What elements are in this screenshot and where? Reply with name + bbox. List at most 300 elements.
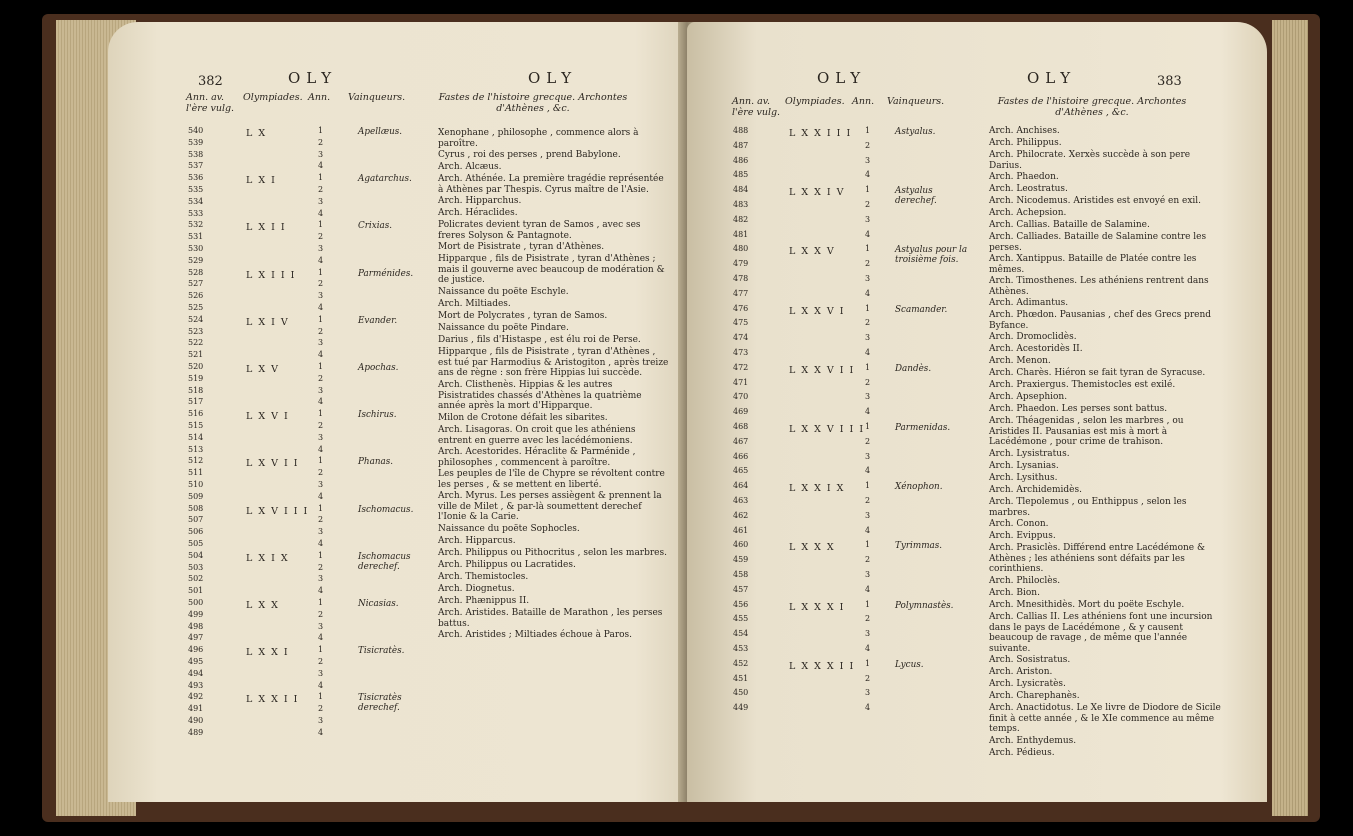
year-cell: 466 xyxy=(733,451,749,461)
ann-cell: 1 xyxy=(865,658,871,668)
year-cell: 492 xyxy=(188,692,204,702)
olympiad-cell: L X X I X xyxy=(789,483,845,495)
year-cell: 494 xyxy=(188,668,204,678)
ann-cell: 2 xyxy=(318,609,324,619)
victor-cell: Tyrimmas. xyxy=(895,541,943,552)
ann-cell: 3 xyxy=(318,668,324,678)
page-number: 382 xyxy=(198,74,223,89)
ann-cell: 1 xyxy=(318,362,324,371)
year-cell: 485 xyxy=(733,170,749,180)
event-entry: Arch. Clisthenès. Hippias & les autres Pisistratides chassés d'Athènes la quatrième année après la mort d'Hipparque. xyxy=(438,380,642,411)
ann-cell: 2 xyxy=(865,496,871,505)
ann-cell: 3 xyxy=(865,510,871,520)
event-entry: Arch. Philocrate. Xerxès succède à son pere Darius. xyxy=(989,150,1191,171)
ann-cell: 1 xyxy=(865,185,871,195)
year-cell: 469 xyxy=(733,407,749,417)
victor-cell: Scamander. xyxy=(895,304,948,315)
event-entry: Milon de Crotone défait les sibarites. xyxy=(438,413,608,423)
ann-cell: 4 xyxy=(865,525,871,535)
ann-cell: 4 xyxy=(318,444,324,454)
event-entry: Arch. Ariston. xyxy=(989,667,1053,677)
right-page-edges xyxy=(1272,20,1308,816)
year-cell: 533 xyxy=(188,208,204,218)
year-cell: 459 xyxy=(733,555,749,565)
year-cell: 456 xyxy=(733,599,749,609)
event-entry: Xenophane , philosophe , commence alors à paroître. xyxy=(438,128,639,149)
ann-cell: 4 xyxy=(865,229,871,239)
event-entry: Arch. Miltiades. xyxy=(438,299,511,309)
event-entry: Arch. Anchises. xyxy=(989,126,1060,136)
year-cell: 483 xyxy=(733,200,749,209)
event-entry: Arch. Menon. xyxy=(989,356,1051,366)
victor-cell: Astyalus. xyxy=(895,127,936,137)
event-entry: Arch. Timosthenes. Les athéniens rentrent dans Athènes. xyxy=(989,276,1209,297)
open-book xyxy=(42,14,1320,822)
olympiad-cell: L X V xyxy=(246,364,280,375)
event-entry: Arch. Lysithus. xyxy=(989,473,1058,483)
ann-cell: 1 xyxy=(318,645,324,655)
olympiad-cell: L X X I I I xyxy=(789,128,852,139)
victor-cell: Phanas. xyxy=(358,457,394,468)
ann-cell: 2 xyxy=(865,259,871,269)
running-header: OLY xyxy=(288,69,338,87)
victor-cell: Dandès. xyxy=(895,363,932,374)
ann-cell: 3 xyxy=(318,716,324,725)
year-cell: 477 xyxy=(733,288,749,298)
ann-cell: 4 xyxy=(318,255,324,265)
ann-cell: 3 xyxy=(318,480,324,489)
year-cell: 506 xyxy=(188,527,204,537)
event-entry: Arch. Achepsion. xyxy=(989,208,1067,218)
event-entry: Darius , fils d'Histaspe , est élu roi de Perse. xyxy=(438,335,641,345)
year-cell: 465 xyxy=(733,466,749,476)
col-ann-header: Ann. xyxy=(852,96,875,107)
event-entry: Arch. Bion. xyxy=(989,588,1040,598)
year-cell: 480 xyxy=(733,244,749,254)
year-cell: 519 xyxy=(188,373,204,383)
event-entry: Naissance du poëte Pindare. xyxy=(438,323,569,333)
running-header: OLY xyxy=(528,69,578,87)
col-events-header: Fastes de l'histoire grecque. Archontes d'Athènes , &c. xyxy=(438,92,628,114)
ann-cell: 3 xyxy=(865,214,871,224)
ann-cell: 3 xyxy=(865,629,871,639)
col-year-header: Ann. av. l'ère vulg. xyxy=(732,96,781,118)
victor-cell: Ischomacus. xyxy=(358,504,414,515)
ann-cell: 2 xyxy=(318,232,324,242)
year-cell: 454 xyxy=(733,629,749,639)
ann-cell: 1 xyxy=(865,540,871,550)
victor-cell: Apochas. xyxy=(358,363,399,373)
olympiad-cell: L X xyxy=(246,128,267,139)
year-cell: 450 xyxy=(733,688,749,698)
event-entry: Arch. Phœdon. Pausanias , chef des Grecs prend Byfance. xyxy=(989,310,1212,331)
ann-cell: 4 xyxy=(318,539,324,548)
year-cell: 536 xyxy=(188,173,204,183)
ann-cell: 1 xyxy=(318,456,324,466)
year-cell: 449 xyxy=(733,703,749,713)
ann-cell: 4 xyxy=(865,644,871,653)
year-cell: 470 xyxy=(733,392,749,402)
ann-cell: 2 xyxy=(318,657,324,666)
ann-cell: 3 xyxy=(318,432,324,442)
event-entry: Arch. Myrus. Les perses assiègent & prennent la ville de Milet , & par-là soumettent derechef l'Ionie & la Carie. xyxy=(438,491,662,522)
year-cell: 451 xyxy=(733,673,749,683)
ann-cell: 2 xyxy=(318,704,324,714)
ann-cell: 3 xyxy=(865,688,871,698)
col-victor-header: Vainqueurs. xyxy=(887,96,945,107)
event-entry: Policrates devient tyran de Samos , avec ses freres Solyson & Pantagnote. xyxy=(438,220,641,241)
event-entry: Arch. Adimantus. xyxy=(989,298,1069,308)
event-entry: Les peuples de l'île de Chypre se révoltent contre les perses , & se mettent en liberté. xyxy=(438,469,665,490)
ann-cell: 3 xyxy=(865,274,871,283)
year-cell: 467 xyxy=(733,436,749,446)
ann-cell: 1 xyxy=(318,314,324,324)
event-entry: Arch. Calliades. Bataille de Salamine contre les perses. xyxy=(989,232,1207,253)
year-cell: 457 xyxy=(733,584,749,594)
event-entry: Arch. Hipparcus. xyxy=(438,536,516,546)
ann-cell: 3 xyxy=(318,196,324,206)
year-cell: 507 xyxy=(188,515,204,525)
ann-cell: 3 xyxy=(865,570,871,579)
victor-cell: Xénophon. xyxy=(895,482,943,493)
ann-cell: 4 xyxy=(865,466,871,476)
ann-cell: 3 xyxy=(318,291,324,301)
event-entry: Arch. Diognetus. xyxy=(438,584,515,594)
victor-cell: Astyalus derechef. xyxy=(895,186,937,207)
ann-cell: 3 xyxy=(318,621,324,631)
year-cell: 497 xyxy=(188,633,204,643)
victor-cell: Tisicratès. xyxy=(358,646,405,657)
running-header: OLY xyxy=(1027,69,1077,87)
year-cell: 523 xyxy=(188,326,204,336)
olympiad-cell: L X V I I I xyxy=(246,505,309,517)
victor-cell: Parmenidas. xyxy=(895,423,951,433)
event-entry: Arch. Callias. Bataille de Salamine. xyxy=(989,220,1150,230)
victor-cell: Astyalus pour la troisième fois. xyxy=(895,245,968,266)
event-entry: Hipparque , fils de Pisistrate , tyran d'Athènes ; mais il gouverne avec beaucoup de modération & de justice. xyxy=(438,254,665,285)
ann-cell: 2 xyxy=(318,515,324,525)
event-entry: Arch. Hipparchus. xyxy=(438,196,522,206)
ann-cell: 3 xyxy=(318,338,324,348)
event-entry: Arch. Aristides. Bataille de Marathon , les perses battus. xyxy=(438,608,663,629)
victor-cell: Polymnastès. xyxy=(895,600,954,611)
year-cell: 535 xyxy=(188,185,204,194)
olympiad-cell: L X X I I xyxy=(246,694,299,706)
ann-cell: 3 xyxy=(318,149,324,159)
year-cell: 516 xyxy=(188,409,204,419)
event-entry: Arch. Philippus ou Lacratides. xyxy=(438,560,576,570)
olympiad-cell: L X I I I xyxy=(246,269,296,281)
year-cell: 540 xyxy=(188,126,204,135)
ann-cell: 3 xyxy=(865,392,871,402)
ann-cell: 4 xyxy=(318,303,324,312)
year-cell: 478 xyxy=(733,274,749,283)
event-entry: Arch. Praxiergus. Themistocles est exilé. xyxy=(989,380,1176,390)
event-entry: Mort de Polycrates , tyran de Samos. xyxy=(438,311,608,321)
ann-cell: 1 xyxy=(318,503,324,513)
event-entry: Arch. Pédieus. xyxy=(989,748,1055,758)
ann-cell: 4 xyxy=(318,633,324,643)
victor-cell: Ischirus. xyxy=(358,410,397,421)
year-cell: 505 xyxy=(188,539,204,548)
ann-cell: 2 xyxy=(318,562,324,572)
event-entry: Arch. Lysanias. xyxy=(989,461,1059,471)
olympiad-cell: L X X V I I I xyxy=(789,424,865,435)
ann-cell: 4 xyxy=(865,584,871,594)
event-entry: Mort de Pisistrate , tyran d'Athènes. xyxy=(438,242,605,252)
ann-cell: 1 xyxy=(865,599,871,609)
ann-cell: 4 xyxy=(318,350,324,360)
olympiad-cell: L X V I I xyxy=(246,458,300,470)
olympiad-cell: L X X V xyxy=(789,246,836,258)
ann-cell: 4 xyxy=(318,491,324,501)
ann-cell: 1 xyxy=(865,303,871,313)
olympiad-cell: L X I X xyxy=(246,552,290,564)
ann-cell: 1 xyxy=(318,126,324,135)
year-cell: 531 xyxy=(188,232,204,242)
year-cell: 453 xyxy=(733,644,749,653)
year-cell: 482 xyxy=(733,214,749,224)
olympiad-cell: L X I V xyxy=(246,316,290,328)
event-entry: Arch. Acestorides. Héraclite & Parménide , philosophes , commencent à paroître. xyxy=(438,447,636,468)
ann-cell: 2 xyxy=(865,555,871,565)
ann-cell: 2 xyxy=(865,200,871,209)
year-cell: 514 xyxy=(188,432,204,442)
year-cell: 498 xyxy=(188,621,204,631)
year-cell: 452 xyxy=(733,658,749,668)
olympiad-cell: L X X X I xyxy=(789,601,845,613)
year-cell: 472 xyxy=(733,362,749,372)
col-victor-header: Vainqueurs. xyxy=(348,92,406,103)
event-entry: Arch. Lysicratès. xyxy=(989,679,1066,689)
ann-cell: 4 xyxy=(865,407,871,417)
col-olympiad-header: Olympiades. xyxy=(243,92,303,103)
year-cell: 504 xyxy=(188,550,204,560)
victor-cell: Ischomacus derechef. xyxy=(358,551,411,572)
page-number: 383 xyxy=(1157,74,1182,89)
year-cell: 532 xyxy=(188,220,204,230)
victor-cell: Apellæus. xyxy=(358,127,403,137)
victor-cell: Lycus. xyxy=(895,659,924,670)
year-cell: 475 xyxy=(733,318,749,328)
event-entry: Arch. Tlepolemus , ou Enthippus , selon les marbres. xyxy=(989,497,1187,518)
olympiad-cell: L X X I xyxy=(246,647,290,659)
year-cell: 500 xyxy=(188,598,204,607)
year-cell: 490 xyxy=(188,716,204,725)
event-entry: Cyrus , roi des perses , prend Babylone. xyxy=(438,150,621,160)
ann-cell: 4 xyxy=(865,703,871,713)
event-entry: Arch. Charephanès. xyxy=(989,691,1080,701)
victor-cell: Agatarchus. xyxy=(358,174,412,185)
year-cell: 462 xyxy=(733,510,749,520)
year-cell: 491 xyxy=(188,704,204,714)
victor-cell: Nicasias. xyxy=(358,599,399,609)
olympiad-cell: L X I xyxy=(246,175,277,187)
year-cell: 493 xyxy=(188,680,204,690)
year-cell: 474 xyxy=(733,333,749,343)
event-entry: Naissance du poëte Sophocles. xyxy=(438,524,580,534)
year-cell: 479 xyxy=(733,259,749,269)
year-cell: 509 xyxy=(188,491,204,501)
year-cell: 529 xyxy=(188,255,204,265)
year-cell: 495 xyxy=(188,657,204,666)
year-cell: 539 xyxy=(188,137,204,147)
event-entry: Arch. Xantippus. Bataille de Platée contre les mêmes. xyxy=(989,254,1197,275)
year-cell: 524 xyxy=(188,314,204,324)
year-cell: 476 xyxy=(733,303,749,313)
ann-cell: 1 xyxy=(865,481,871,491)
year-cell: 528 xyxy=(188,267,204,277)
year-cell: 496 xyxy=(188,645,204,655)
olympiad-cell: L X X I V xyxy=(789,187,846,199)
year-cell: 486 xyxy=(733,155,749,165)
event-entry: Arch. Sosistratus. xyxy=(989,655,1071,665)
ann-cell: 4 xyxy=(318,397,324,407)
victor-cell: Tisicratès derechef. xyxy=(358,693,402,714)
ann-cell: 2 xyxy=(318,326,324,336)
year-cell: 511 xyxy=(188,468,204,478)
event-entry: Naissance du poëte Eschyle. xyxy=(438,287,569,297)
year-cell: 530 xyxy=(188,244,204,253)
event-entry: Arch. Héraclides. xyxy=(438,208,518,218)
col-events-header: Fastes de l'histoire grecque. Archontes d'Athènes , &c. xyxy=(997,96,1187,118)
ann-cell: 4 xyxy=(865,348,871,357)
event-entry: Arch. Aristides ; Miltiades échoue à Paros. xyxy=(438,630,633,640)
left-page xyxy=(108,22,728,802)
year-cell: 487 xyxy=(733,140,749,150)
ann-cell: 2 xyxy=(318,137,324,147)
ann-cell: 2 xyxy=(865,318,871,328)
year-cell: 518 xyxy=(188,385,204,395)
ann-cell: 4 xyxy=(318,727,324,737)
year-cell: 458 xyxy=(733,570,749,579)
event-entry: Arch. Apsephion. xyxy=(989,392,1068,402)
event-entry: Arch. Evippus. xyxy=(989,531,1056,541)
ann-cell: 3 xyxy=(318,385,324,395)
year-cell: 522 xyxy=(188,338,204,348)
event-entry: Arch. Archidemidès. xyxy=(989,485,1082,495)
year-cell: 468 xyxy=(733,422,749,431)
year-cell: 537 xyxy=(188,161,204,171)
ann-cell: 1 xyxy=(318,173,324,183)
year-cell: 508 xyxy=(188,503,204,513)
event-entry: Arch. Nicodemus. Aristides est envoyé en exil. xyxy=(989,196,1202,206)
year-cell: 538 xyxy=(188,149,204,159)
event-entry: Arch. Lisagoras. On croit que les athéniens entrent en guerre avec les lacédémoniens. xyxy=(438,425,636,446)
year-cell: 527 xyxy=(188,279,204,289)
year-cell: 481 xyxy=(733,229,749,239)
olympiad-cell: L X X V I I xyxy=(789,364,855,376)
ann-cell: 3 xyxy=(318,574,324,584)
col-year-header: Ann. av. l'ère vulg. xyxy=(186,92,235,114)
col-ann-header: Ann. xyxy=(308,92,331,103)
ann-cell: 1 xyxy=(318,692,324,702)
olympiad-cell: L X X V I xyxy=(789,305,846,317)
olympiad-cell: L X X X I I xyxy=(789,660,855,672)
year-cell: 455 xyxy=(733,614,749,624)
ann-cell: 2 xyxy=(865,673,871,683)
ann-cell: 2 xyxy=(865,614,871,624)
ann-cell: 4 xyxy=(865,170,871,180)
year-cell: 460 xyxy=(733,540,749,550)
olympiad-cell: L X V I xyxy=(246,411,290,423)
victor-cell: Parménides. xyxy=(358,268,414,279)
col-olympiad-header: Olympiades. xyxy=(785,96,845,107)
year-cell: 501 xyxy=(188,586,204,596)
ann-cell: 2 xyxy=(318,185,324,194)
event-entry: Arch. Phænippus II. xyxy=(438,596,530,606)
year-cell: 471 xyxy=(733,377,749,387)
ann-cell: 2 xyxy=(865,140,871,150)
event-entry: Arch. Athénée. La première tragédie représentée à Athènes par Thespis. Cyrus maître de l'Asie. xyxy=(438,174,664,195)
year-cell: 488 xyxy=(733,126,749,135)
event-entry: Arch. Philippus. xyxy=(989,138,1062,148)
ann-cell: 2 xyxy=(865,436,871,446)
year-cell: 464 xyxy=(733,481,749,491)
year-cell: 515 xyxy=(188,421,204,430)
event-entry: Arch. Conon. xyxy=(989,519,1049,529)
event-entry: Arch. Leostratus. xyxy=(989,184,1068,194)
victor-cell: Crixias. xyxy=(358,221,393,232)
event-entry: Arch. Charès. Hiéron se fait tyran de Syracuse. xyxy=(989,368,1206,378)
year-cell: 520 xyxy=(188,362,204,371)
ann-cell: 1 xyxy=(865,422,871,431)
year-cell: 512 xyxy=(188,456,204,466)
event-entry: Arch. Phaedon. Les perses sont battus. xyxy=(989,404,1168,414)
olympiad-cell: L X X X xyxy=(789,542,836,554)
year-cell: 503 xyxy=(188,562,204,572)
event-entry: Arch. Themistocles. xyxy=(438,572,529,582)
year-cell: 499 xyxy=(188,609,204,619)
running-header: OLY xyxy=(817,69,867,87)
event-entry: Arch. Théagenidas , selon les marbres , ou Aristides II. Pausanias est mis à mort à Lacédémone , pour crime de trahison. xyxy=(989,416,1184,447)
event-entry: Arch. Enthydemus. xyxy=(989,736,1077,746)
year-cell: 484 xyxy=(733,185,749,195)
ann-cell: 4 xyxy=(318,680,324,690)
year-cell: 517 xyxy=(188,397,204,407)
year-cell: 502 xyxy=(188,574,204,584)
year-cell: 473 xyxy=(733,348,749,357)
ann-cell: 3 xyxy=(865,155,871,165)
ann-cell: 3 xyxy=(318,244,324,253)
olympiad-cell: L X I I xyxy=(246,222,287,234)
ann-cell: 2 xyxy=(865,377,871,387)
year-cell: 526 xyxy=(188,291,204,301)
year-cell: 510 xyxy=(188,480,204,489)
event-entry: Arch. Lysistratus. xyxy=(989,449,1070,459)
ann-cell: 1 xyxy=(318,409,324,419)
ann-cell: 1 xyxy=(865,126,871,135)
year-cell: 525 xyxy=(188,303,204,312)
ann-cell: 1 xyxy=(318,550,324,560)
event-entry: Arch. Mnesithidès. Mort du poëte Eschyle. xyxy=(989,600,1185,610)
ann-cell: 2 xyxy=(318,468,324,478)
ann-cell: 1 xyxy=(865,244,871,254)
event-entry: Arch. Phaedon. xyxy=(989,172,1059,182)
ann-cell: 1 xyxy=(318,598,324,607)
year-cell: 461 xyxy=(733,525,749,535)
ann-cell: 4 xyxy=(318,161,324,171)
event-entry: Arch. Acestoridès II. xyxy=(989,344,1083,354)
event-entry: Arch. Prasiclès. Différend entre Lacédémone & Athènes ; les athéniens sont défaits par les corinthiens. xyxy=(989,543,1205,574)
event-entry: Arch. Dromoclidès. xyxy=(989,332,1077,342)
ann-cell: 4 xyxy=(318,586,324,596)
ann-cell: 4 xyxy=(318,208,324,218)
event-entry: Hipparque , fils de Pisistrate , tyran d'Athènes , est tué par Harmodius & Aristogiton , après treize ans de règne : son frère Hippias lui succède. xyxy=(438,347,669,378)
ann-cell: 3 xyxy=(865,451,871,461)
victor-cell: Evander. xyxy=(358,315,398,326)
event-entry: Arch. Anactidotus. Le Xe livre de Diodore de Sicile finit à cette année , & le XIe commence au même temps. xyxy=(989,703,1221,734)
